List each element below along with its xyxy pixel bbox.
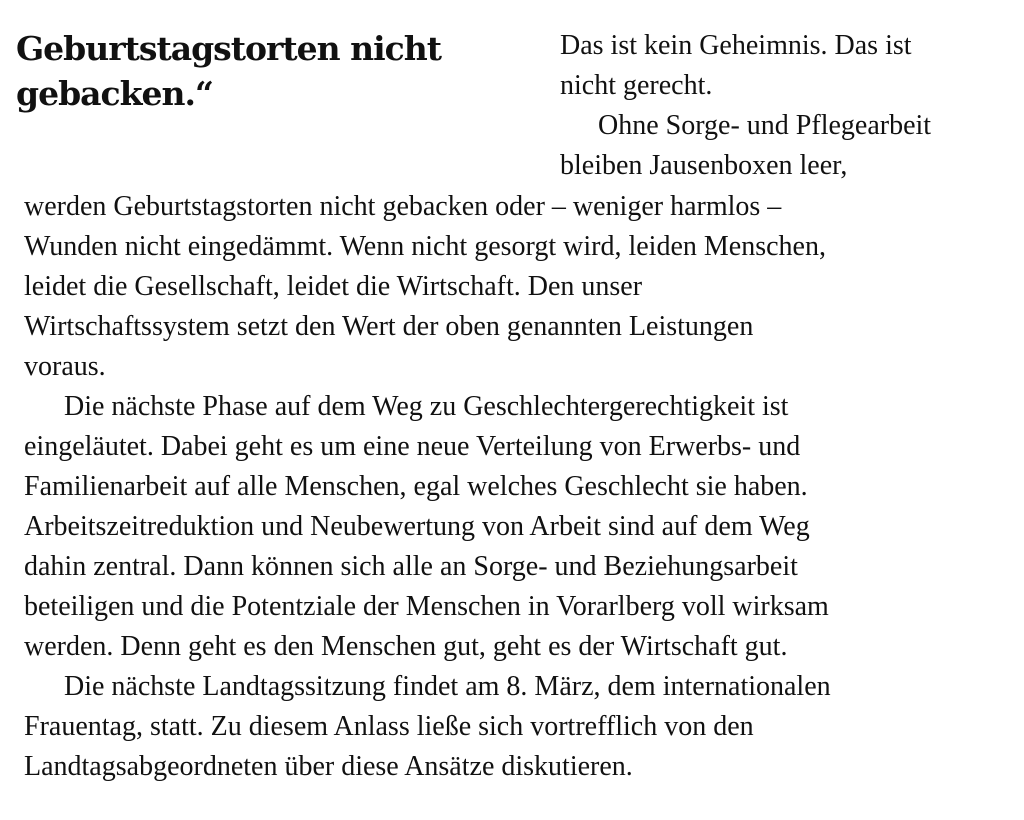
paragraph-start-line: Die nächste Landtagssitzung findet am 8. März, dem internationalen [64,671,831,702]
text-line: eingeläutet. Dabei geht es um eine neue Verteilung von Erwerbs- und [24,431,801,462]
text-line: werden. Denn geht es den Menschen gut, geht es der Wirtschaft gut. [24,631,788,662]
text-line: dahin zentral. Dann können sich alle an Sorge- und Beziehungsarbeit [24,551,798,582]
text-line: bleiben Jausenboxen leer, [560,150,848,181]
text-line: nicht gerecht. [560,70,713,101]
text-line: Wunden nicht eingedämmt. Wenn nicht gesorgt wird, leiden Menschen, [24,231,826,262]
text-line: Familienarbeit auf alle Menschen, egal welches Geschlecht sie haben. [24,471,808,502]
text-line: Das ist kein Geheimnis. Das ist [560,30,912,61]
text-line: werden Geburtstagstorten nicht gebacken oder – weniger harmlos – [24,191,782,222]
paragraph-start-line: Die nächste Phase auf dem Weg zu Geschlechtergerechtigkeit ist [64,391,789,422]
pull-quote-line: Geburtstagstorten nicht [16,29,441,68]
text-line: Wirtschaftssystem setzt den Wert der oben genannten Leistungen [24,311,754,342]
text-line: Landtagsabgeordneten über diese Ansätze diskutieren. [24,751,633,782]
text-line: Frauentag, statt. Zu diesem Anlass ließe sich vortrefflich von den [24,711,754,742]
text-line: leidet die Gesellschaft, leidet die Wirtschaft. Den unser [24,271,643,302]
text-line: Arbeitszeitreduktion und Neubewertung von Arbeit sind auf dem Weg [24,511,810,542]
text-line: voraus. [24,351,106,382]
pull-quote [16,26,536,116]
pull-quote-line: gebacken.“ [16,74,213,113]
text-line: Ohne Sorge- und Pflegearbeit [598,110,932,141]
text-line: beteiligen und die Potentziale der Menschen in Vorarlberg voll wirksam [24,591,829,622]
